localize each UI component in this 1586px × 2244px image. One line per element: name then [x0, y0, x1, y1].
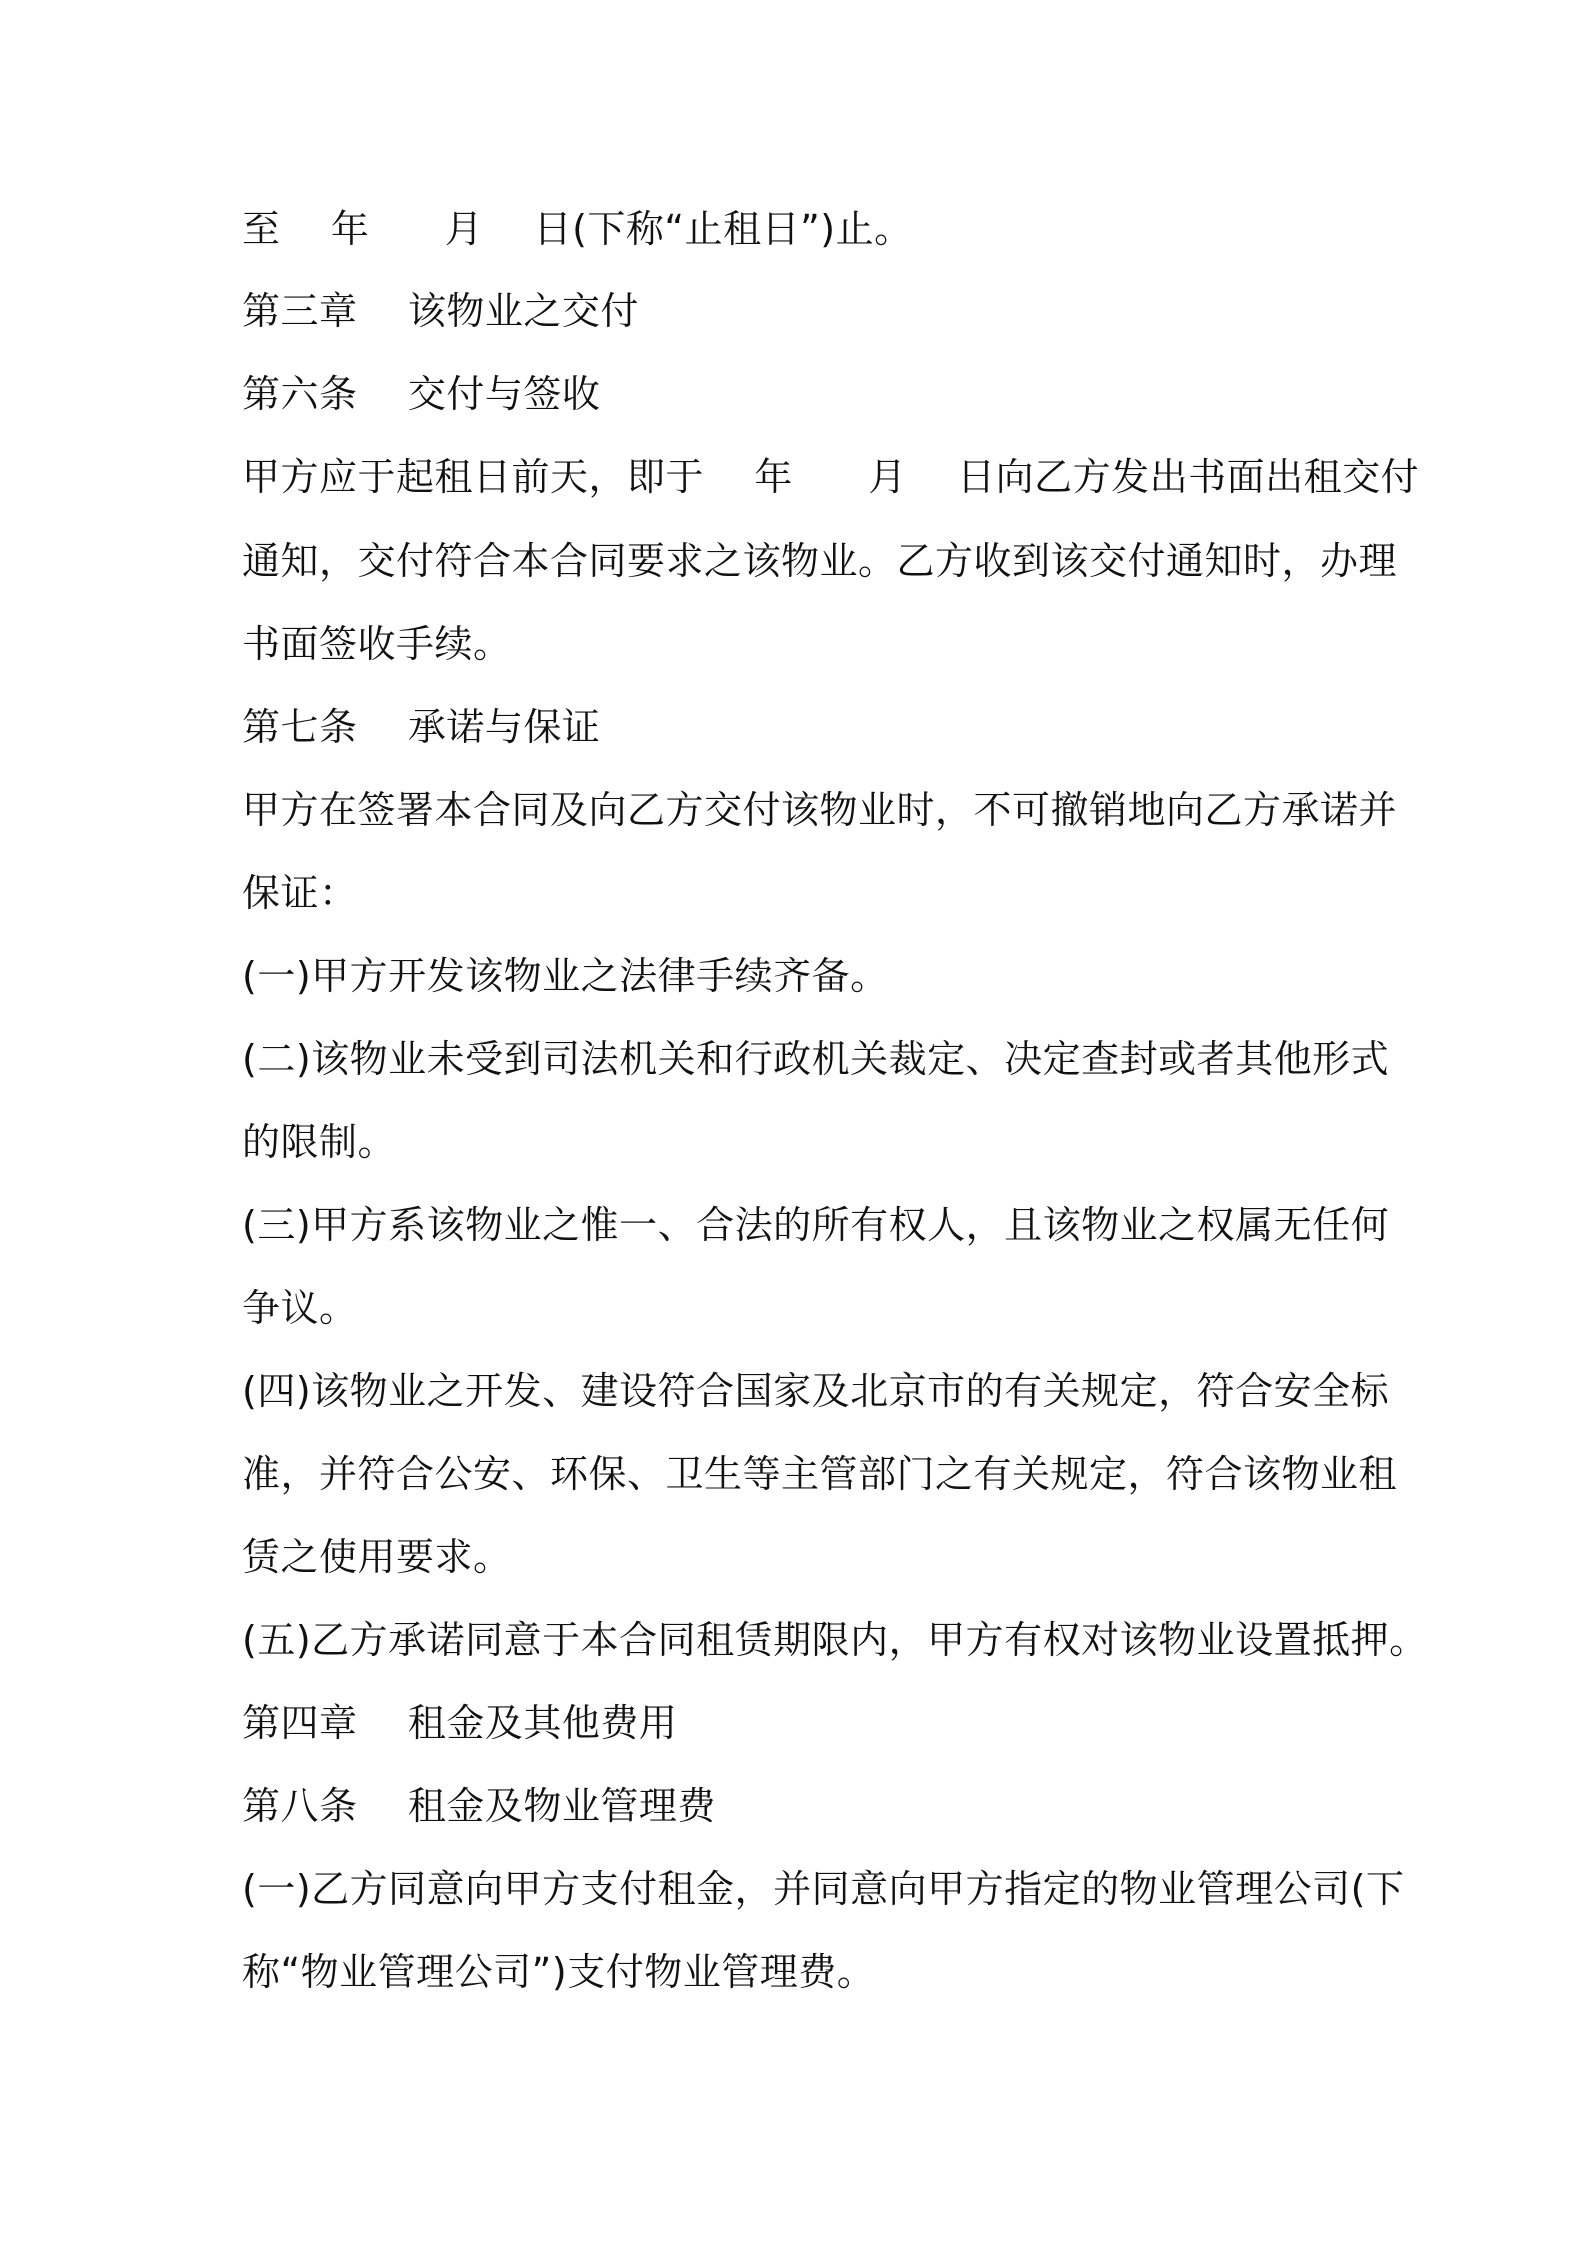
list-item: (二)该物业未受到司法机关和行政机关裁定、决定查封或者其他形式 [242, 1037, 1390, 1081]
chapter-heading-4: 第四章 租金及其他费用 [242, 1701, 678, 1745]
list-item: (五)乙方承诺同意于本合同租赁期限内，甲方有权对该物业设置抵押。 [242, 1618, 1428, 1662]
list-item: (三)甲方系该物业之惟一、合法的所有权人，且该物业之权属无任何 [242, 1203, 1390, 1247]
article-heading-7: 第七条 承诺与保证 [242, 705, 601, 749]
text-line: 争议。 [242, 1286, 358, 1330]
list-item: (一)甲方开发该物业之法律手续齐备。 [242, 954, 889, 998]
text-line: 准，并符合公安、环保、卫生等主管部门之有关规定，符合该物业租 [242, 1452, 1398, 1496]
text-line: 甲方应于起租日前天，即于 年 月 日向乙方发出书面出租交付 [242, 455, 1420, 499]
text-line: 书面签收手续。 [242, 622, 512, 666]
text-line-rent-end-date: 至 年 月 日(下称“止租日”)止。 [242, 207, 913, 251]
chapter-heading-3: 第三章 该物业之交付 [242, 289, 639, 333]
text-line: 赁之使用要求。 [242, 1535, 512, 1579]
text-line: 保证： [242, 871, 358, 915]
text-line: 甲方在签署本合同及向乙方交付该物业时，不可撤销地向乙方承诺并 [242, 788, 1398, 832]
list-item: (四)该物业之开发、建设符合国家及北京市的有关规定，符合安全标 [242, 1369, 1390, 1413]
text-line: 通知，交付符合本合同要求之该物业。乙方收到该交付通知时，办理 [242, 539, 1398, 583]
text-line: 的限制。 [242, 1120, 397, 1164]
list-item: (一)乙方同意向甲方支付租金，并同意向甲方指定的物业管理公司(下 [242, 1867, 1405, 1911]
article-heading-6: 第六条 交付与签收 [242, 372, 601, 416]
article-heading-8: 第八条 租金及物业管理费 [242, 1784, 716, 1828]
text-line: 称“物业管理公司”)支付物业管理费。 [242, 1950, 876, 1994]
